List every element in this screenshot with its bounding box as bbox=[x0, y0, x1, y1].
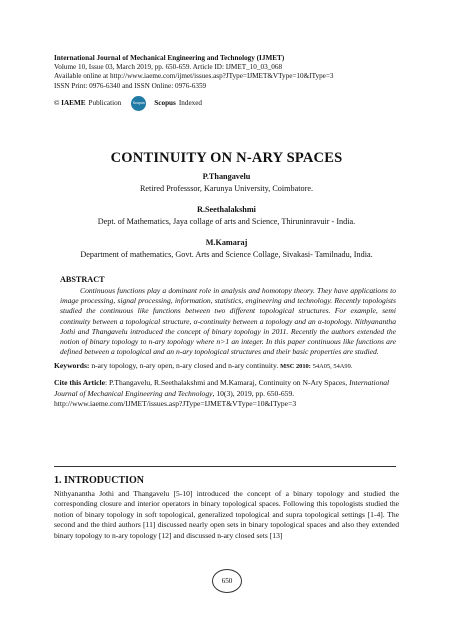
keywords bbox=[54, 361, 396, 372]
cite-details: , 10(3), 2019, pp. 650-659. bbox=[212, 388, 295, 398]
author-affiliation: Dept. of Mathematics, Jaya collage of arts and Science, Thiruninravuir - India. bbox=[97, 217, 356, 226]
author-block bbox=[0, 172, 453, 193]
section-divider bbox=[54, 466, 396, 467]
journal-title: International Journal of Mechanical Engineering and Technology (IJMET) bbox=[54, 54, 285, 62]
author-block bbox=[0, 205, 453, 226]
msc-codes: 54A05, 54A99. bbox=[312, 363, 353, 371]
keywords-label: Keywords: bbox=[54, 361, 90, 371]
author-name: R.Seethalakshmi bbox=[197, 205, 256, 214]
abstract-text: Continuous functions play a dominant role in analysis and homotopy theory. They have applications to image processing, signal processing, information, statistics, engineering and technology. Recently topologists studied the continuous like functions between two different topological structures. For example, semi continuity between a topological structure, α-continuity between a topology and an α-topology. Nithyanantha Jothi and Thangavelu introduced the concept of binary topology in 2011. Recently the authors extended the notion of binary topology to n-ary topology where n>1 an integer. In this paper continuous like functions are defined between a topological and an n-ary topological structures and their basic properties are studied. bbox=[60, 286, 396, 357]
cite-label: Cite this Article bbox=[54, 378, 106, 388]
publisher-row bbox=[54, 95, 202, 111]
indexed-label: Indexed bbox=[178, 99, 203, 107]
copyright: © IAEME bbox=[54, 99, 86, 107]
author-name: P.Thangavelu bbox=[202, 172, 251, 181]
cite-journal: International Journal of Mechanical Engineering and Technology bbox=[54, 378, 390, 398]
scopus-label: Scopus bbox=[154, 99, 176, 107]
page-number: 650 bbox=[212, 569, 242, 593]
introduction-heading: 1. INTRODUCTION bbox=[54, 475, 145, 486]
author-affiliation: Department of mathematics, Govt. Arts and Science Collage, Sivakasi- Tamilnadu, India. bbox=[80, 250, 373, 259]
paper-title: CONTINUITY ON N-ARY SPACES bbox=[110, 150, 343, 166]
cite-url[interactable]: http://www.iaeme.com/IJMET/issues.asp?JType=IJMET&VType=10&IType=3 bbox=[54, 398, 297, 408]
abstract-heading: ABSTRACT bbox=[60, 275, 105, 284]
author-affiliation: Retired Professsor, Karunya University, Coimbatore. bbox=[139, 184, 314, 193]
cite-block bbox=[54, 378, 396, 409]
journal-volume: Volume 10, Issue 03, March 2019, pp. 650-659. Article ID: IJMET_10_03_068 bbox=[54, 63, 283, 72]
keywords-text: n-ary topology, n-ary open, n-ary closed and n-ary continuity. bbox=[91, 361, 279, 371]
journal-url[interactable]: Available online at http://www.iaeme.com/ijmet/issues.asp?JType=IJMET&VType=10&IType=3 bbox=[54, 72, 334, 81]
journal-issn: ISSN Print: 0976-6340 and ISSN Online: 0976-6359 bbox=[54, 81, 207, 90]
author-block bbox=[0, 238, 453, 259]
cite-authors: : P.Thangavelu, R.Seethalakshmi and M.Kamaraj, Continuity on N-Ary Spaces, bbox=[105, 378, 348, 388]
introduction-text: Nithyanantha Jothi and Thangavelu [5-10] introduced the concept of a binary topology and studied the corresponding closure and interior operators in binary topological spaces. Following this topologists studied the notion of binary topology in soft topological, generalized topological and supra topological settings [1-4]. The second and the third authors [11] discussed nearly open sets in binary topological spaces and also they extended binary topology to n-ary topology [12] and discussed n-ary closed sets [13] bbox=[54, 489, 399, 540]
msc-label: MSC 2010: bbox=[280, 363, 311, 371]
publication-label: Publication bbox=[88, 99, 122, 107]
journal-header bbox=[54, 54, 414, 91]
abstract-section bbox=[54, 275, 396, 409]
scopus-logo-icon: Scopus bbox=[131, 96, 146, 111]
author-name: M.Kamaraj bbox=[205, 238, 248, 247]
